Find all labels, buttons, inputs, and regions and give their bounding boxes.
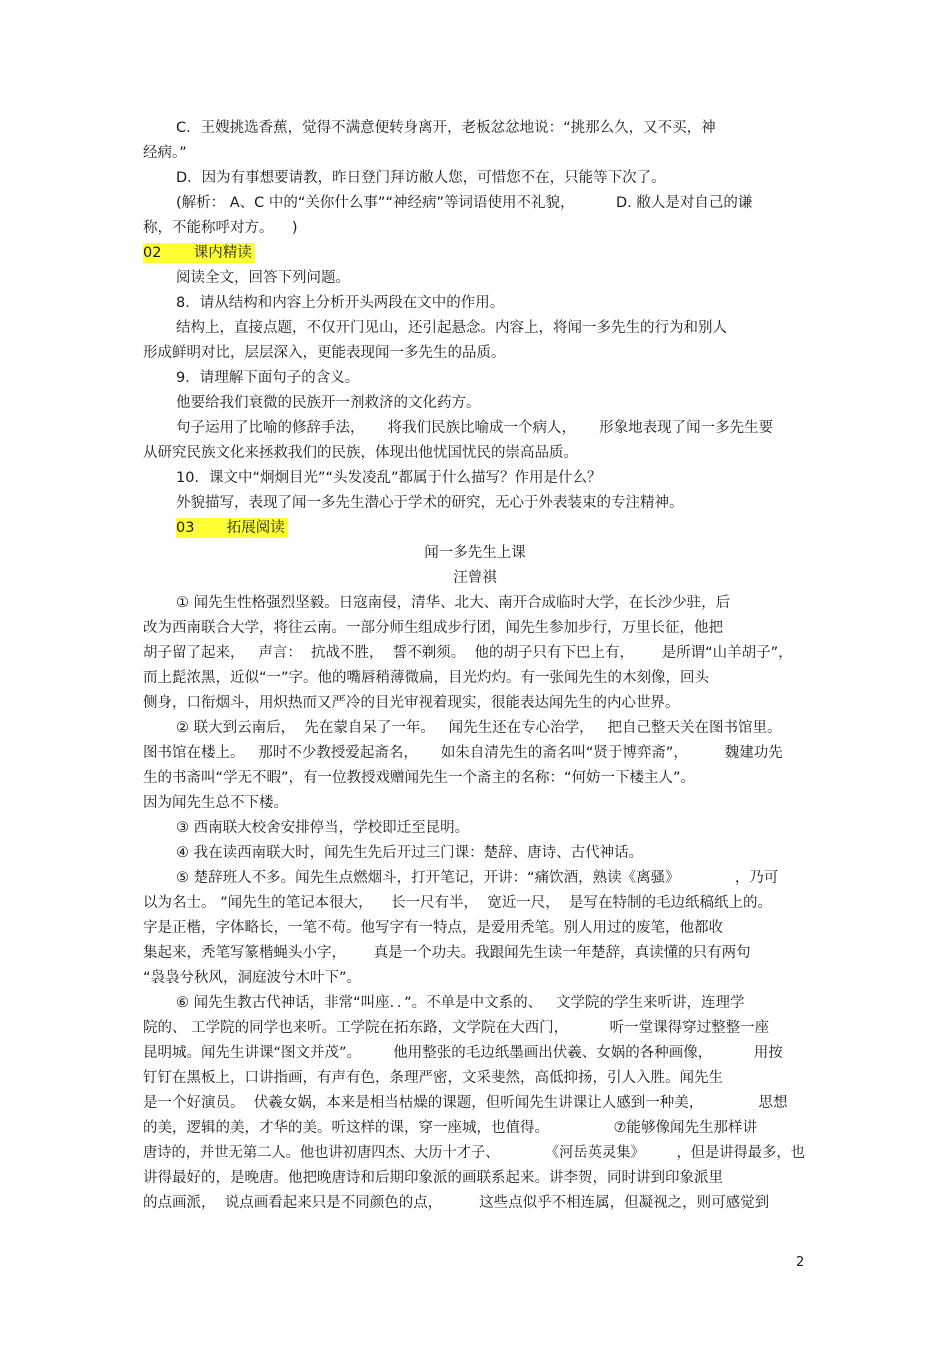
text-line: (解析： A、C 中的“关你什么事”“神经病”等词语使用不礼貌， D. 敝人是对自己的谦 [176, 195, 753, 211]
text-line: ③ 西南联大校舍安排停当，学校即迁至昆明。 [176, 820, 470, 836]
text-line: 形成鲜明对比，层层深入，更能表现闻一多先生的品质。 [143, 345, 506, 361]
text-line: 改为西南联合大学，将往云南。一部分师生组成步行团，闻先生参加步行，万里长征，他把 [143, 620, 723, 636]
text-line: D．因为有事想要请教，昨日登门拜访敝人您，可惜您不在，只能等下次了。 [176, 170, 666, 186]
text-line: 以为名士。 ”闻先生的笔记本很大， 长一尺有半， 宽近一尺， 是写在特制的毛边纸稿纸上的。 [143, 895, 772, 911]
text-line: 院的、 工学院的同学也来听。工学院在拓东路，文学院在大西门， 听一堂课得穿过整整一座 [143, 1020, 770, 1036]
text-line: 的美，逻辑的美，才华的美。听这样的课，穿一座城，也值得。 ⑦能够像闻先生那样讲 [143, 1120, 758, 1136]
text-line: 而上髭浓黑，近似“一”字。他的嘴唇稍薄微扁，目光灼灼。有一张闻先生的木刻像，回头 [143, 670, 710, 686]
text-line: 外貌描写，表现了闻一多先生潜心于学术的研究，无心于外表装束的专注精神。 [176, 495, 684, 511]
text-line: 昆明城。闻先生讲课“图文并茂”。 他用整张的毛边纸墨画出伏羲、女娲的各种画像， 用按 [143, 1045, 783, 1061]
text-line: “袅袅兮秋风，洞庭波兮木叶下”。 [143, 970, 362, 986]
article-title: 闻一多先生上课 [424, 545, 526, 561]
text-line: 经病。” [143, 145, 187, 161]
text-line: 侧身，口衔烟斗，用炽热而又严冷的目光审视着现实，很能表达闻先生的内心世界。 [143, 695, 680, 711]
page-number: 2 [796, 1255, 805, 1270]
text-line: 因为闻先生总不下楼。 [143, 795, 288, 811]
text-line: 10．课文中“炯炯目光”“头发凌乱”都属于什么描写？作用是什么？ [176, 470, 602, 486]
text-line: 结构上，直接点题，不仅开门见山，还引起悬念。内容上，将闻一多先生的行为和别人 [176, 320, 727, 336]
text-line: ⑤ 楚辞班人不多。闻先生点燃烟斗，打开笔记，开讲：“痛饮酒，熟读《离骚》 ，乃可 [176, 870, 779, 886]
section-heading-03: 03 拓展阅读 [176, 518, 288, 538]
text-line: 字是正楷，字体略长，一笔不苟。他写字有一特点，是爱用秃笔。别人用过的废笔，他都收 [143, 920, 723, 936]
text-line: C．王嫂挑选香蕉，觉得不满意便转身离开，老板忿忿地说：“挑那么久，又不买，神 [176, 120, 716, 136]
text-line: 9．请理解下面句子的含义。 [176, 370, 360, 386]
text-line: 讲得最好的，是晚唐。他把晚唐诗和后期印象派的画联系起来。讲李贺，同时讲到印象派里 [143, 1170, 723, 1186]
article-author: 汪曾祺 [453, 570, 497, 586]
section-heading-02: 02 课内精读 [143, 243, 255, 263]
text-line: ① 闻先生性格强烈坚毅。日寇南侵，清华、北大、南开合成临时大学，在长沙少驻，后 [176, 595, 731, 611]
text-line: 唐诗的，并世无第二人。他也讲初唐四杰、大历十才子、 《河岳英灵集》 ，但是讲得最多，也 [143, 1145, 805, 1161]
text-line: 8．请从结构和内容上分析开头两段在文中的作用。 [176, 295, 505, 311]
text-line: 图书馆在楼上。 那时不少教授爱起斋名， 如朱自清先生的斋名叫“贤于博弈斋”， 魏建功先 [143, 745, 783, 761]
text-line: 生的书斋叫“学无不暇”，有一位教授戏赠闻先生一个斋主的名称：“何妨一下楼主人”。 [143, 770, 696, 786]
text-line: 的点画派， 说点画看起来只是不同颜色的点， 这些点似乎不相连属，但凝视之，则可感觉到 [143, 1195, 770, 1211]
text-line: 句子运用了比喻的修辞手法， 将我们民族比喻成一个病人， 形象地表现了闻一多先生要 [176, 420, 774, 436]
text-line: 钉钉在黑板上，口讲指画，有声有色，条理严密，文采斐然，高低抑扬，引人入胜。闻先生 [143, 1070, 723, 1086]
text-line: 集起来，秃笔写篆楷蝇头小字， 真是一个功夫。我跟闻先生读一年楚辞，真读懂的只有两句 [143, 945, 751, 961]
text-line: 胡子留了起来， 声言： 抗战不胜， 誓不剃须。 他的胡子只有下巴上有， 是所谓“山羊胡子”， [143, 645, 793, 661]
text-line: 阅读全文，回答下列问题。 [176, 270, 350, 286]
text-line: 是一个好演员。 伏羲女娲，本来是相当枯燥的课题，但听闻先生讲课让人感到一种美， 思想 [143, 1095, 788, 1111]
text-line: 从研究民族文化来拯救我们的民族，体现出他忧国忧民的崇高品质。 [143, 445, 578, 461]
text-line: 他要给我们衰微的民族开一剂救济的文化药方。 [176, 395, 481, 411]
text-line: ② 联大到云南后， 先在蒙自呆了一年。 闻先生还在专心治学， 把自己整天关在图书馆里。 [176, 720, 782, 736]
text-line: ④ 我在读西南联大时，闻先生先后开过三门课：楚辞、唐诗、古代神话。 [176, 845, 644, 861]
text-line: 称，不能称呼对方。 ) [143, 220, 298, 236]
text-line: ⑥ 闻先生教古代神话，非常“叫座．．”。不单是中文系的、 文学院的学生来听讲，连理学 [176, 995, 745, 1011]
